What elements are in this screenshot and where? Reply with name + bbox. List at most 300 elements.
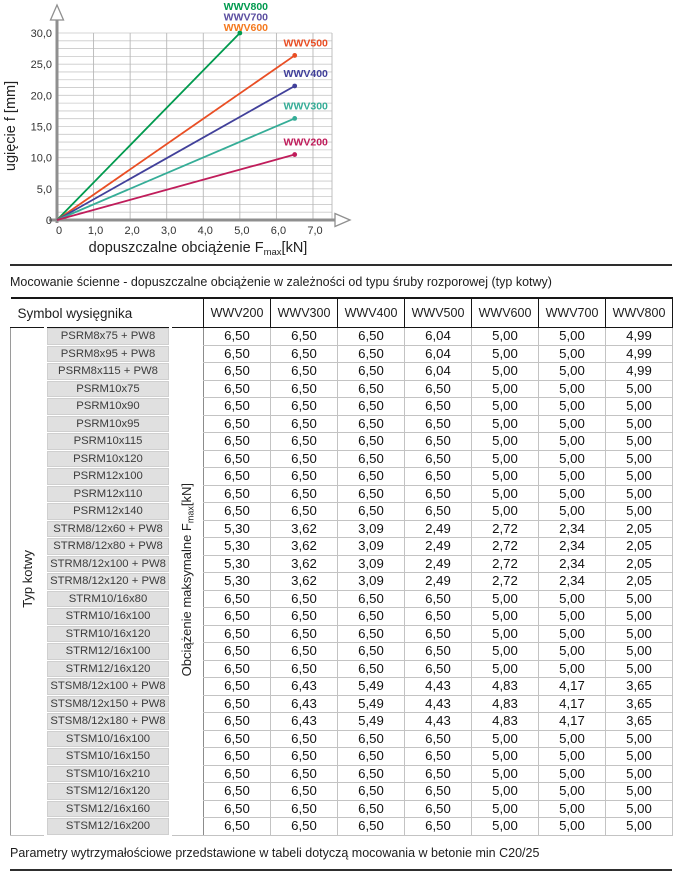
value-cell: 5,00 xyxy=(472,345,539,363)
value-cell: 6,50 xyxy=(338,503,405,521)
value-cell: 2,72 xyxy=(472,538,539,556)
series-label-WWV600: WWV600 xyxy=(223,22,269,34)
row-label: STSM8/12x180 + PW8 xyxy=(46,713,171,731)
value-cell: 4,83 xyxy=(472,713,539,731)
value-cell: 5,00 xyxy=(539,800,606,818)
row-label: PSRM12x110 xyxy=(46,485,171,503)
value-cell: 2,49 xyxy=(405,538,472,556)
x-axis-title: dopuszczalne obciążenie $F_{max}[kN]$ xyxy=(88,240,308,258)
value-cell: 6,50 xyxy=(271,450,338,468)
value-cell: 6,50 xyxy=(338,433,405,451)
value-cell: 6,50 xyxy=(204,643,271,661)
value-cell: 6,50 xyxy=(338,643,405,661)
value-cell: 5,00 xyxy=(539,328,606,346)
value-cell: 6,50 xyxy=(405,800,472,818)
value-cell: 4,43 xyxy=(405,678,472,696)
row-label: PSRM8x115 + PW8 xyxy=(46,363,171,381)
value-cell: 6,50 xyxy=(338,380,405,398)
value-cell: 6,50 xyxy=(204,713,271,731)
value-cell: 5,00 xyxy=(539,415,606,433)
row-label: STSM10/16x150 xyxy=(46,748,171,766)
row-label: PSRM10x90 xyxy=(46,398,171,416)
value-cell: 6,50 xyxy=(405,660,472,678)
value-cell: 4,99 xyxy=(606,363,673,381)
value-cell: 6,50 xyxy=(338,800,405,818)
value-cell: 6,50 xyxy=(405,503,472,521)
value-cell: 5,49 xyxy=(338,713,405,731)
value-cell: 6,50 xyxy=(405,748,472,766)
value-cell: 4,99 xyxy=(606,328,673,346)
value-cell: 6,04 xyxy=(405,345,472,363)
row-label: STSM10/16x100 xyxy=(46,730,171,748)
table-row xyxy=(11,328,673,346)
table-row xyxy=(11,433,673,451)
value-cell: 5,00 xyxy=(539,485,606,503)
value-cell: 5,00 xyxy=(472,660,539,678)
corner-header: Symbol wysięgnika xyxy=(11,298,204,328)
row-label: STRM8/12x80 + PW8 xyxy=(46,538,171,556)
table-row xyxy=(11,643,673,661)
value-cell: 5,00 xyxy=(539,503,606,521)
table-row xyxy=(11,678,673,696)
col-header-WWV400: WWV400 xyxy=(338,298,405,328)
row-label: STSM8/12x150 + PW8 xyxy=(46,695,171,713)
value-cell: 6,50 xyxy=(204,380,271,398)
col-header-WWV300: WWV300 xyxy=(271,298,338,328)
value-cell: 6,50 xyxy=(271,415,338,433)
value-cell: 4,43 xyxy=(405,713,472,731)
value-cell: 6,50 xyxy=(271,660,338,678)
row-label: PSRM10x95 xyxy=(46,415,171,433)
value-cell: 5,00 xyxy=(606,380,673,398)
col-header-WWV700: WWV700 xyxy=(539,298,606,328)
value-cell: 3,09 xyxy=(338,573,405,591)
table-body xyxy=(11,328,673,836)
value-cell: 5,00 xyxy=(539,765,606,783)
value-cell: 6,50 xyxy=(204,485,271,503)
x-tick-label: 3,0 xyxy=(161,225,177,237)
value-cell: 2,49 xyxy=(405,573,472,591)
value-cell: 5,00 xyxy=(539,398,606,416)
value-cell: 6,50 xyxy=(204,608,271,626)
row-label: PSRM10x120 xyxy=(46,450,171,468)
table-row xyxy=(11,468,673,486)
value-cell: 4,43 xyxy=(405,695,472,713)
value-cell: 5,00 xyxy=(472,398,539,416)
value-cell: 6,50 xyxy=(204,783,271,801)
divider-bottom xyxy=(10,869,672,871)
value-cell: 6,50 xyxy=(338,398,405,416)
table-row xyxy=(11,398,673,416)
value-cell: 5,00 xyxy=(472,415,539,433)
value-cell: 5,00 xyxy=(539,643,606,661)
value-cell: 5,00 xyxy=(472,765,539,783)
value-cell: 4,83 xyxy=(472,678,539,696)
y-tick-label: 25,0 xyxy=(30,59,52,72)
value-cell: 5,00 xyxy=(539,433,606,451)
table-row xyxy=(11,380,673,398)
value-cell: 6,50 xyxy=(204,415,271,433)
value-cell: 5,30 xyxy=(204,538,271,556)
row-label: STSM12/16x160 xyxy=(46,800,171,818)
value-cell: 6,50 xyxy=(338,818,405,836)
value-cell: 6,50 xyxy=(204,398,271,416)
value-cell: 5,00 xyxy=(539,818,606,836)
value-cell: 6,50 xyxy=(204,345,271,363)
value-cell: 6,50 xyxy=(271,380,338,398)
row-group-label-text: Typ kotwy xyxy=(20,550,35,609)
value-cell: 6,50 xyxy=(204,748,271,766)
value-cell: 6,50 xyxy=(405,485,472,503)
table-row xyxy=(11,345,673,363)
series-label-WWV700: WWV700 xyxy=(223,11,269,24)
value-cell: 6,50 xyxy=(338,730,405,748)
value-cell: 5,00 xyxy=(472,625,539,643)
value-cell: 5,00 xyxy=(539,783,606,801)
row-label: STSM12/16x120 xyxy=(46,783,171,801)
table-row xyxy=(11,450,673,468)
value-cell: 6,50 xyxy=(338,660,405,678)
value-cell: 5,00 xyxy=(472,748,539,766)
table-row xyxy=(11,695,673,713)
series-label-WWV400: WWV400 xyxy=(283,67,328,80)
value-cell: 5,30 xyxy=(204,520,271,538)
table-row xyxy=(11,730,673,748)
value-cell: 5,00 xyxy=(606,590,673,608)
value-cell: 2,72 xyxy=(472,573,539,591)
table-row xyxy=(11,660,673,678)
value-cell: 6,50 xyxy=(405,608,472,626)
value-cell: 3,62 xyxy=(271,555,338,573)
header-row xyxy=(11,298,673,328)
value-cell: 6,50 xyxy=(204,765,271,783)
series-endpoint-WWV300 xyxy=(292,116,297,121)
value-cell: 6,50 xyxy=(405,433,472,451)
chart-canvas xyxy=(0,0,362,262)
x-tick-label: 7,0 xyxy=(307,225,323,237)
value-cell: 5,00 xyxy=(472,643,539,661)
value-cell: 6,50 xyxy=(204,590,271,608)
y-tick-label: 15,0 xyxy=(30,121,52,134)
value-cell: 6,50 xyxy=(405,625,472,643)
row-label: PSRM10x75 xyxy=(46,380,171,398)
value-cell: 5,00 xyxy=(472,783,539,801)
value-cell: 6,50 xyxy=(405,643,472,661)
value-cell: 5,49 xyxy=(338,678,405,696)
row-label: PSRM8x95 + PW8 xyxy=(46,345,171,363)
value-cell: 6,50 xyxy=(271,783,338,801)
row-label: STSM12/16x200 xyxy=(46,818,171,836)
value-cell: 6,50 xyxy=(405,450,472,468)
row-label: STRM10/16x80 xyxy=(46,590,171,608)
value-cell: 5,00 xyxy=(472,450,539,468)
col-header-WWV500: WWV500 xyxy=(405,298,472,328)
col-header-WWV200: WWV200 xyxy=(204,298,271,328)
value-cell: 5,30 xyxy=(204,573,271,591)
value-cell: 5,00 xyxy=(606,783,673,801)
value-axis-label-text: Obciążenie maksymalne $F_{max}[kN]$ xyxy=(178,482,196,676)
y-axis-arrow-icon xyxy=(51,5,64,20)
table-row xyxy=(11,590,673,608)
value-cell: 6,50 xyxy=(338,748,405,766)
value-cell: 6,50 xyxy=(405,730,472,748)
value-cell: 5,00 xyxy=(539,363,606,381)
table-row xyxy=(11,765,673,783)
y-tick-label: 30,0 xyxy=(30,28,52,41)
value-cell: 6,50 xyxy=(271,730,338,748)
row-label: PSRM12x140 xyxy=(46,503,171,521)
value-cell: 5,00 xyxy=(472,503,539,521)
value-cell: 6,50 xyxy=(204,660,271,678)
value-cell: 2,34 xyxy=(539,538,606,556)
table-row xyxy=(11,485,673,503)
value-cell: 3,09 xyxy=(338,538,405,556)
value-cell: 6,50 xyxy=(405,783,472,801)
value-cell: 6,50 xyxy=(204,468,271,486)
deflection-load-chart xyxy=(0,0,677,264)
y-tick-label: 10,0 xyxy=(30,152,52,165)
value-cell: 6,50 xyxy=(338,608,405,626)
value-cell: 2,34 xyxy=(539,555,606,573)
value-cell: 5,00 xyxy=(606,450,673,468)
value-cell: 5,00 xyxy=(539,730,606,748)
series-endpoint-WWV200 xyxy=(292,152,297,157)
value-cell: 5,00 xyxy=(539,748,606,766)
value-cell: 6,50 xyxy=(271,818,338,836)
row-label: STRM12/16x120 xyxy=(46,660,171,678)
value-cell: 4,99 xyxy=(606,345,673,363)
value-cell: 5,00 xyxy=(539,660,606,678)
y-tick-label: 20,0 xyxy=(30,90,52,103)
value-cell: 6,50 xyxy=(204,678,271,696)
value-cell: 6,50 xyxy=(271,328,338,346)
value-cell: 5,00 xyxy=(472,328,539,346)
value-cell: 6,50 xyxy=(338,328,405,346)
row-label: STRM8/12x120 + PW8 xyxy=(46,573,171,591)
value-cell: 5,00 xyxy=(539,450,606,468)
value-cell: 3,62 xyxy=(271,538,338,556)
value-cell: 5,00 xyxy=(606,468,673,486)
value-cell: 5,00 xyxy=(606,608,673,626)
value-cell: 6,50 xyxy=(338,468,405,486)
value-cell: 3,62 xyxy=(271,573,338,591)
value-cell: 5,00 xyxy=(472,380,539,398)
value-cell: 5,00 xyxy=(472,590,539,608)
y-axis-title: ugięcie f [mm] xyxy=(3,80,19,172)
value-cell: 6,43 xyxy=(271,713,338,731)
series-label-WWV200: WWV200 xyxy=(283,136,328,149)
table-row xyxy=(11,520,673,538)
table-caption: Mocowanie ścienne - dopuszczalne obciążenie w zależności od typu śruby rozporowej (typ kotwy) xyxy=(10,275,552,289)
value-cell: 6,50 xyxy=(271,503,338,521)
row-label: STRM10/16x120 xyxy=(46,625,171,643)
value-cell: 6,50 xyxy=(338,485,405,503)
value-cell: 5,00 xyxy=(472,800,539,818)
series-line-WWV400 xyxy=(57,86,295,220)
row-label: PSRM8x75 + PW8 xyxy=(46,328,171,346)
value-cell: 5,00 xyxy=(539,590,606,608)
value-cell: 3,09 xyxy=(338,520,405,538)
value-cell: 5,00 xyxy=(606,503,673,521)
row-label: PSRM12x100 xyxy=(46,468,171,486)
value-cell: 6,50 xyxy=(338,415,405,433)
y-tick-label: 5,0 xyxy=(36,183,52,196)
x-tick-label: 4,0 xyxy=(197,225,213,237)
value-cell: 6,43 xyxy=(271,678,338,696)
value-cell: 5,00 xyxy=(539,380,606,398)
row-label: STRM8/12x100 + PW8 xyxy=(46,555,171,573)
value-cell: 6,50 xyxy=(271,468,338,486)
value-cell: 5,00 xyxy=(606,800,673,818)
value-cell: 6,50 xyxy=(338,590,405,608)
value-cell: 6,50 xyxy=(271,608,338,626)
value-cell: 6,50 xyxy=(271,748,338,766)
value-cell: 6,50 xyxy=(271,643,338,661)
row-label: STSM10/16x210 xyxy=(46,765,171,783)
value-cell: 6,43 xyxy=(271,695,338,713)
value-cell: 6,50 xyxy=(271,345,338,363)
value-cell: 6,50 xyxy=(271,765,338,783)
value-cell: 3,09 xyxy=(338,555,405,573)
value-cell: 5,00 xyxy=(606,433,673,451)
value-cell: 6,50 xyxy=(271,800,338,818)
value-cell: 2,49 xyxy=(405,555,472,573)
value-cell: 2,34 xyxy=(539,520,606,538)
value-cell: 2,72 xyxy=(472,555,539,573)
value-cell: 4,83 xyxy=(472,695,539,713)
value-cell: 6,50 xyxy=(338,783,405,801)
value-cell: 5,00 xyxy=(472,468,539,486)
value-cell: 6,50 xyxy=(405,468,472,486)
value-cell: 4,17 xyxy=(539,695,606,713)
value-cell: 3,65 xyxy=(606,678,673,696)
table-row xyxy=(11,573,673,591)
value-cell: 6,50 xyxy=(271,590,338,608)
row-label: STRM10/16x100 xyxy=(46,608,171,626)
value-cell: 5,00 xyxy=(472,433,539,451)
value-cell: 6,04 xyxy=(405,363,472,381)
value-cell: 6,50 xyxy=(405,380,472,398)
value-cell: 6,50 xyxy=(204,818,271,836)
value-cell: 6,50 xyxy=(405,415,472,433)
value-cell: 6,50 xyxy=(405,398,472,416)
table-row xyxy=(11,748,673,766)
value-cell: 2,34 xyxy=(539,573,606,591)
value-cell: 6,50 xyxy=(204,328,271,346)
table-row xyxy=(11,818,673,836)
x-tick-label: 1,0 xyxy=(87,225,104,237)
value-cell: 6,50 xyxy=(204,800,271,818)
value-cell: 6,50 xyxy=(271,398,338,416)
value-cell: 5,00 xyxy=(472,818,539,836)
value-cell: 6,50 xyxy=(204,503,271,521)
value-cell: 5,00 xyxy=(606,748,673,766)
table-row xyxy=(11,783,673,801)
value-cell: 2,05 xyxy=(606,538,673,556)
value-cell: 6,50 xyxy=(271,625,338,643)
value-cell: 6,50 xyxy=(405,765,472,783)
x-axis-arrow-icon xyxy=(335,214,350,227)
value-cell: 3,65 xyxy=(606,713,673,731)
value-cell: 5,00 xyxy=(539,625,606,643)
value-cell: 2,72 xyxy=(472,520,539,538)
value-cell: 6,04 xyxy=(405,328,472,346)
value-cell: 6,50 xyxy=(338,345,405,363)
table-row xyxy=(11,363,673,381)
value-cell: 5,00 xyxy=(472,363,539,381)
value-cell: 5,00 xyxy=(606,485,673,503)
value-cell: 5,00 xyxy=(606,643,673,661)
value-cell: 6,50 xyxy=(271,433,338,451)
value-cell: 6,50 xyxy=(204,730,271,748)
row-label: STSM8/12x100 + PW8 xyxy=(46,678,171,696)
value-cell: 6,50 xyxy=(405,590,472,608)
value-cell: 5,00 xyxy=(539,608,606,626)
value-cell: 6,50 xyxy=(204,363,271,381)
series-label-WWV300: WWV300 xyxy=(283,100,328,113)
value-cell: 5,00 xyxy=(606,818,673,836)
series-endpoint-WWV500 xyxy=(292,53,297,58)
col-header-WWV800: WWV800 xyxy=(606,298,673,328)
value-cell: 6,50 xyxy=(338,363,405,381)
table-row xyxy=(11,555,673,573)
table-row xyxy=(11,503,673,521)
y-tick-label: 0 xyxy=(45,215,52,227)
row-group-label xyxy=(11,328,46,836)
table-row xyxy=(11,538,673,556)
value-cell: 6,50 xyxy=(271,363,338,381)
row-label: STRM12/16x100 xyxy=(46,643,171,661)
value-cell: 5,00 xyxy=(606,765,673,783)
series-label-WWV800: WWV800 xyxy=(223,1,269,13)
value-cell: 5,00 xyxy=(606,660,673,678)
series-label-WWV500: WWV500 xyxy=(283,37,328,50)
value-cell: 5,00 xyxy=(539,468,606,486)
col-header-WWV600: WWV600 xyxy=(472,298,539,328)
value-cell: 5,00 xyxy=(606,625,673,643)
table-row xyxy=(11,625,673,643)
value-cell: 6,50 xyxy=(204,625,271,643)
x-tick-label: 5,0 xyxy=(234,225,250,237)
table-row xyxy=(11,415,673,433)
value-cell: 3,62 xyxy=(271,520,338,538)
value-cell: 6,50 xyxy=(204,450,271,468)
value-cell: 5,00 xyxy=(472,608,539,626)
value-cell: 5,00 xyxy=(472,730,539,748)
x-tick-label: 6,0 xyxy=(270,225,287,237)
value-cell: 2,05 xyxy=(606,555,673,573)
row-label: PSRM10x115 xyxy=(46,433,171,451)
value-cell: 2,49 xyxy=(405,520,472,538)
value-cell: 6,50 xyxy=(204,433,271,451)
table-footnote: Parametry wytrzymałościowe przedstawione w tabeli dotyczą mocowania w betonie min C20/25 xyxy=(10,845,540,860)
value-cell: 6,50 xyxy=(271,485,338,503)
table-row xyxy=(11,713,673,731)
value-cell: 4,17 xyxy=(539,713,606,731)
row-label: STRM8/12x60 + PW8 xyxy=(46,520,171,538)
value-cell: 6,50 xyxy=(338,450,405,468)
table-row xyxy=(11,608,673,626)
value-cell: 4,17 xyxy=(539,678,606,696)
value-cell: 6,50 xyxy=(405,818,472,836)
series-line-WWV200 xyxy=(57,155,295,220)
value-cell: 2,05 xyxy=(606,520,673,538)
value-cell: 5,00 xyxy=(606,398,673,416)
value-cell: 5,49 xyxy=(338,695,405,713)
value-cell: 5,30 xyxy=(204,555,271,573)
divider-top xyxy=(10,264,672,266)
value-cell: 2,05 xyxy=(606,573,673,591)
